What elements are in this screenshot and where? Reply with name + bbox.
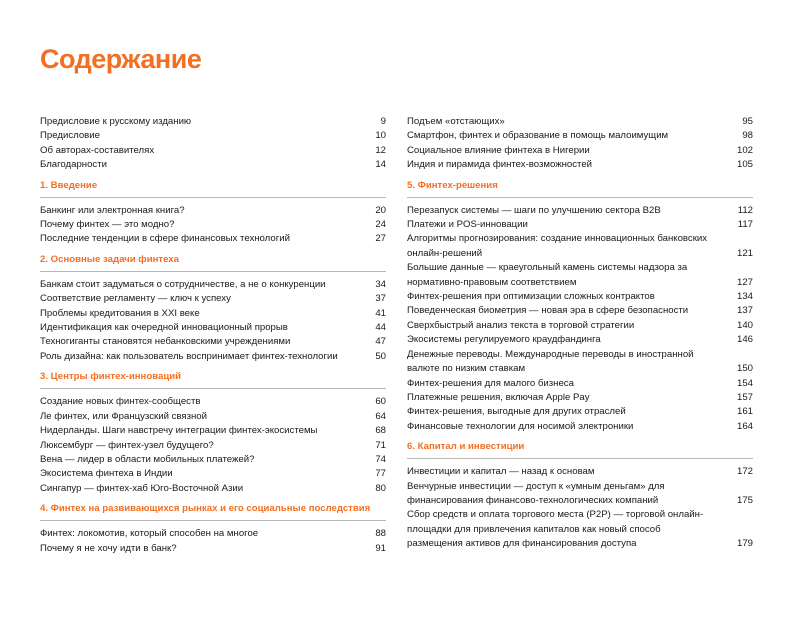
toc-entry[interactable] bbox=[40, 144, 386, 158]
section-heading: 5. Финтех-решения bbox=[407, 179, 753, 198]
toc-entry-page: 27 bbox=[375, 233, 386, 245]
toc-entry-page: 146 bbox=[736, 334, 753, 346]
toc-entry-title: Нидерланды. Шаги навстречу интеграции финтех-экосистемы bbox=[40, 425, 318, 437]
toc-entry-page: 9 bbox=[380, 116, 386, 127]
toc-entry-page: 77 bbox=[375, 468, 386, 480]
toc-entry-page: 179 bbox=[736, 538, 753, 550]
toc-entry-page: 10 bbox=[375, 130, 386, 142]
toc-entry-page: 91 bbox=[375, 542, 386, 554]
toc-entry-title: Платежные решения, включая Apple Pay bbox=[407, 391, 590, 403]
toc-entry-page: 74 bbox=[375, 453, 386, 465]
toc-entry-page: 80 bbox=[375, 482, 386, 494]
toc-entry[interactable] bbox=[40, 439, 386, 453]
toc-entry-page: 154 bbox=[736, 377, 753, 389]
toc-entry-page: 20 bbox=[375, 204, 386, 216]
toc-entry-page: 41 bbox=[375, 307, 386, 319]
toc-entry-title: Инвестиции и капитал — назад к основам bbox=[407, 466, 595, 478]
toc-entry-page: 24 bbox=[375, 219, 386, 231]
toc-entry-title: Алгоритмы прогнозирования: создание инновационных банковских онлайн-решений bbox=[407, 233, 708, 259]
toc-entry[interactable] bbox=[407, 129, 753, 143]
toc-entry-title: Финтех-решения при оптимизации сложных контрактов bbox=[407, 291, 655, 303]
toc-entry-title: Финтех-решения для малого бизнеса bbox=[407, 377, 574, 389]
toc-entry-page: 47 bbox=[375, 336, 386, 348]
toc-entry[interactable] bbox=[40, 278, 386, 292]
toc-entry[interactable] bbox=[40, 129, 386, 143]
toc-entry-page: 88 bbox=[375, 528, 386, 540]
toc-entry-title: Индия и пирамида финтех-возможностей bbox=[407, 159, 593, 171]
toc-entry-title: Финансовые технологии для носимой электроники bbox=[407, 420, 634, 432]
toc-entry-page: 95 bbox=[742, 116, 753, 127]
toc-entry-page: 172 bbox=[736, 466, 753, 478]
toc-entry-page: 112 bbox=[737, 204, 753, 216]
toc-entry-page: 150 bbox=[736, 363, 753, 375]
toc-entry-title: Люксембург — финтех-узел будущего? bbox=[40, 439, 214, 451]
toc-entry[interactable] bbox=[407, 333, 753, 347]
toc-entry[interactable] bbox=[40, 467, 386, 481]
toc-entry-title: Благодарности bbox=[40, 159, 107, 171]
toc-entry-page: 37 bbox=[375, 293, 386, 305]
toc-entry-title: Финтех: локомотив, который способен на многое bbox=[40, 528, 259, 540]
toc-entry-page: 134 bbox=[736, 291, 753, 303]
toc-entry-page: 102 bbox=[736, 144, 753, 156]
toc-entry-title: Предисловие bbox=[40, 130, 100, 142]
toc-entry-page: 164 bbox=[736, 420, 753, 432]
toc-entry[interactable] bbox=[407, 420, 753, 434]
toc-entry-title: Почему я не хочу идти в банк? bbox=[40, 542, 177, 554]
toc-entry-title: Банкинг или электронная книга? bbox=[40, 204, 185, 216]
toc-entry-page: 34 bbox=[375, 278, 386, 290]
section-heading: 3. Центры финтех-инноваций bbox=[40, 370, 386, 389]
toc-entry-title: Техногиганты становятся небанковскими учреждениями bbox=[40, 336, 291, 348]
toc-entry-page: 105 bbox=[736, 159, 753, 171]
toc-entry-page: 50 bbox=[375, 350, 386, 362]
toc-entry[interactable] bbox=[40, 232, 386, 246]
toc-entry-page: 175 bbox=[736, 494, 753, 506]
toc-entry-title: Платежи и POS-инновации bbox=[407, 219, 528, 231]
toc-entry-title: Последние тенденции в сфере финансовых технологий bbox=[40, 233, 290, 245]
toc-entry[interactable] bbox=[407, 391, 753, 405]
toc-entry[interactable] bbox=[40, 542, 386, 556]
toc-entry[interactable] bbox=[40, 453, 386, 467]
section-heading: 6. Капитал и инвестиции bbox=[407, 440, 753, 459]
toc-entry[interactable] bbox=[407, 204, 753, 218]
toc-entry-title: Сверхбыстрый анализ текста в торговой стратегии bbox=[407, 319, 635, 331]
toc-right-column bbox=[407, 115, 753, 552]
toc-entry[interactable] bbox=[407, 261, 753, 290]
toc-entry[interactable] bbox=[407, 290, 753, 304]
toc-entry-title: Перезапуск системы — шаги по улучшению сектора B2B bbox=[407, 204, 661, 216]
toc-entry-title: Венчурные инвестиции — доступ к «умным деньгам» для финансирования финансово-технологических компаний bbox=[407, 480, 665, 506]
toc-entry[interactable] bbox=[407, 377, 753, 391]
toc-entry[interactable] bbox=[40, 410, 386, 424]
toc-entry[interactable] bbox=[40, 395, 386, 409]
toc-entry-page: 161 bbox=[736, 406, 753, 418]
section-heading: 2. Основные задачи финтеха bbox=[40, 253, 386, 272]
toc-entry[interactable] bbox=[407, 348, 753, 377]
toc-entry-title: Экосистемы регулируемого краудфандинга bbox=[407, 334, 601, 346]
toc-entry[interactable] bbox=[407, 115, 753, 129]
toc-entry[interactable] bbox=[407, 232, 753, 261]
toc-entry[interactable] bbox=[407, 508, 753, 551]
toc-entry-title: Роль дизайна: как пользователь воспринимает финтех-технологии bbox=[40, 350, 338, 362]
toc-entry[interactable] bbox=[40, 482, 386, 496]
toc-entry-page: 127 bbox=[736, 276, 753, 288]
toc-entry-title: Соответствие регламенту — ключ к успеху bbox=[40, 293, 231, 305]
toc-entry[interactable] bbox=[40, 218, 386, 232]
section-heading: 4. Финтех на развивающихся рынках и его социальные последствия bbox=[40, 502, 386, 521]
toc-entry[interactable] bbox=[407, 304, 753, 318]
toc-entry[interactable] bbox=[40, 115, 386, 129]
toc-entry-title: Денежные переводы. Международные переводы в иностранной валюте по низким ставкам bbox=[407, 348, 694, 375]
toc-entry-title: Смартфон, финтех и образование в помощь малоимущим bbox=[407, 130, 669, 142]
toc-entry[interactable] bbox=[40, 350, 386, 364]
toc-entry-title: Сингапур — финтех-хаб Юго-Восточной Азии bbox=[40, 482, 244, 494]
toc-entry-title: Большие данные — краеугольный камень системы надзора за нормативно-правовым соответствием bbox=[407, 262, 688, 288]
toc-entry-title: Финтех-решения, выгодные для других отраслей bbox=[407, 406, 626, 418]
toc-entry-title: Об авторах-составителях bbox=[40, 144, 155, 156]
toc-entry-page: 68 bbox=[375, 425, 386, 437]
toc-entry-title: Предисловие к русскому изданию bbox=[40, 116, 192, 127]
toc-entry-page: 157 bbox=[736, 391, 753, 403]
toc-entry[interactable] bbox=[40, 424, 386, 438]
toc-entry-title: Экосистема финтеха в Индии bbox=[40, 468, 173, 480]
toc-entry-title: Поведенческая биометрия — новая эра в сфере безопасности bbox=[407, 305, 689, 317]
toc-entry[interactable] bbox=[40, 335, 386, 349]
toc-entry-page: 44 bbox=[375, 322, 386, 334]
toc-entry-page: 14 bbox=[375, 159, 386, 171]
section-heading: 1. Введение bbox=[40, 179, 386, 198]
toc-left-column bbox=[40, 115, 386, 556]
toc-entry-page: 117 bbox=[737, 219, 753, 231]
toc-entry[interactable] bbox=[407, 144, 753, 158]
toc-entry-title: Проблемы кредитования в XXI веке bbox=[40, 307, 200, 319]
toc-entry-title: Социальное влияние финтеха в Нигерии bbox=[407, 144, 590, 156]
toc-entry[interactable] bbox=[407, 465, 753, 479]
page-title: Содержание bbox=[40, 44, 202, 74]
toc-entry[interactable] bbox=[407, 218, 753, 232]
toc-entry[interactable] bbox=[40, 204, 386, 218]
toc-entry-page: 60 bbox=[375, 396, 386, 408]
toc-entry-page: 71 bbox=[375, 439, 386, 451]
toc-entry[interactable] bbox=[40, 307, 386, 321]
toc-entry[interactable] bbox=[407, 405, 753, 419]
toc-entry-title: Идентификация как очередной инновационный прорыв bbox=[40, 322, 288, 334]
toc-entry[interactable] bbox=[40, 292, 386, 306]
toc-entry-title: Подъем «отстающих» bbox=[407, 116, 505, 127]
toc-entry-title: Создание новых финтех-сообществ bbox=[40, 396, 201, 408]
toc-entry-title: Сбор средств и оплата торгового места (P2P) — торговой онлайн-площадки для привлечения капиталов как новый способ размещения активов для финансирования доступа bbox=[407, 509, 704, 550]
toc-entry-page: 140 bbox=[736, 319, 753, 331]
toc-entry[interactable] bbox=[40, 527, 386, 541]
toc-entry-page: 121 bbox=[736, 247, 753, 259]
toc-entry-title: Ле финтех, или Французский связной bbox=[40, 410, 207, 422]
toc-entry-title: Почему финтех — это модно? bbox=[40, 219, 175, 231]
toc-entry-page: 64 bbox=[375, 410, 386, 422]
toc-entry[interactable] bbox=[407, 480, 753, 509]
toc-entry[interactable] bbox=[407, 319, 753, 333]
toc-entry-page: 12 bbox=[375, 144, 386, 156]
toc-entry[interactable] bbox=[407, 158, 753, 172]
toc-entry-page: 98 bbox=[742, 130, 753, 142]
toc-entry-title: Банкам стоит задуматься о сотрудничестве, а не о конкуренции bbox=[40, 278, 326, 290]
toc-entry-title: Вена — лидер в области мобильных платежей? bbox=[40, 453, 255, 465]
toc-entry[interactable] bbox=[40, 321, 386, 335]
toc-entry[interactable] bbox=[40, 158, 386, 172]
toc-entry-page: 137 bbox=[736, 305, 753, 317]
